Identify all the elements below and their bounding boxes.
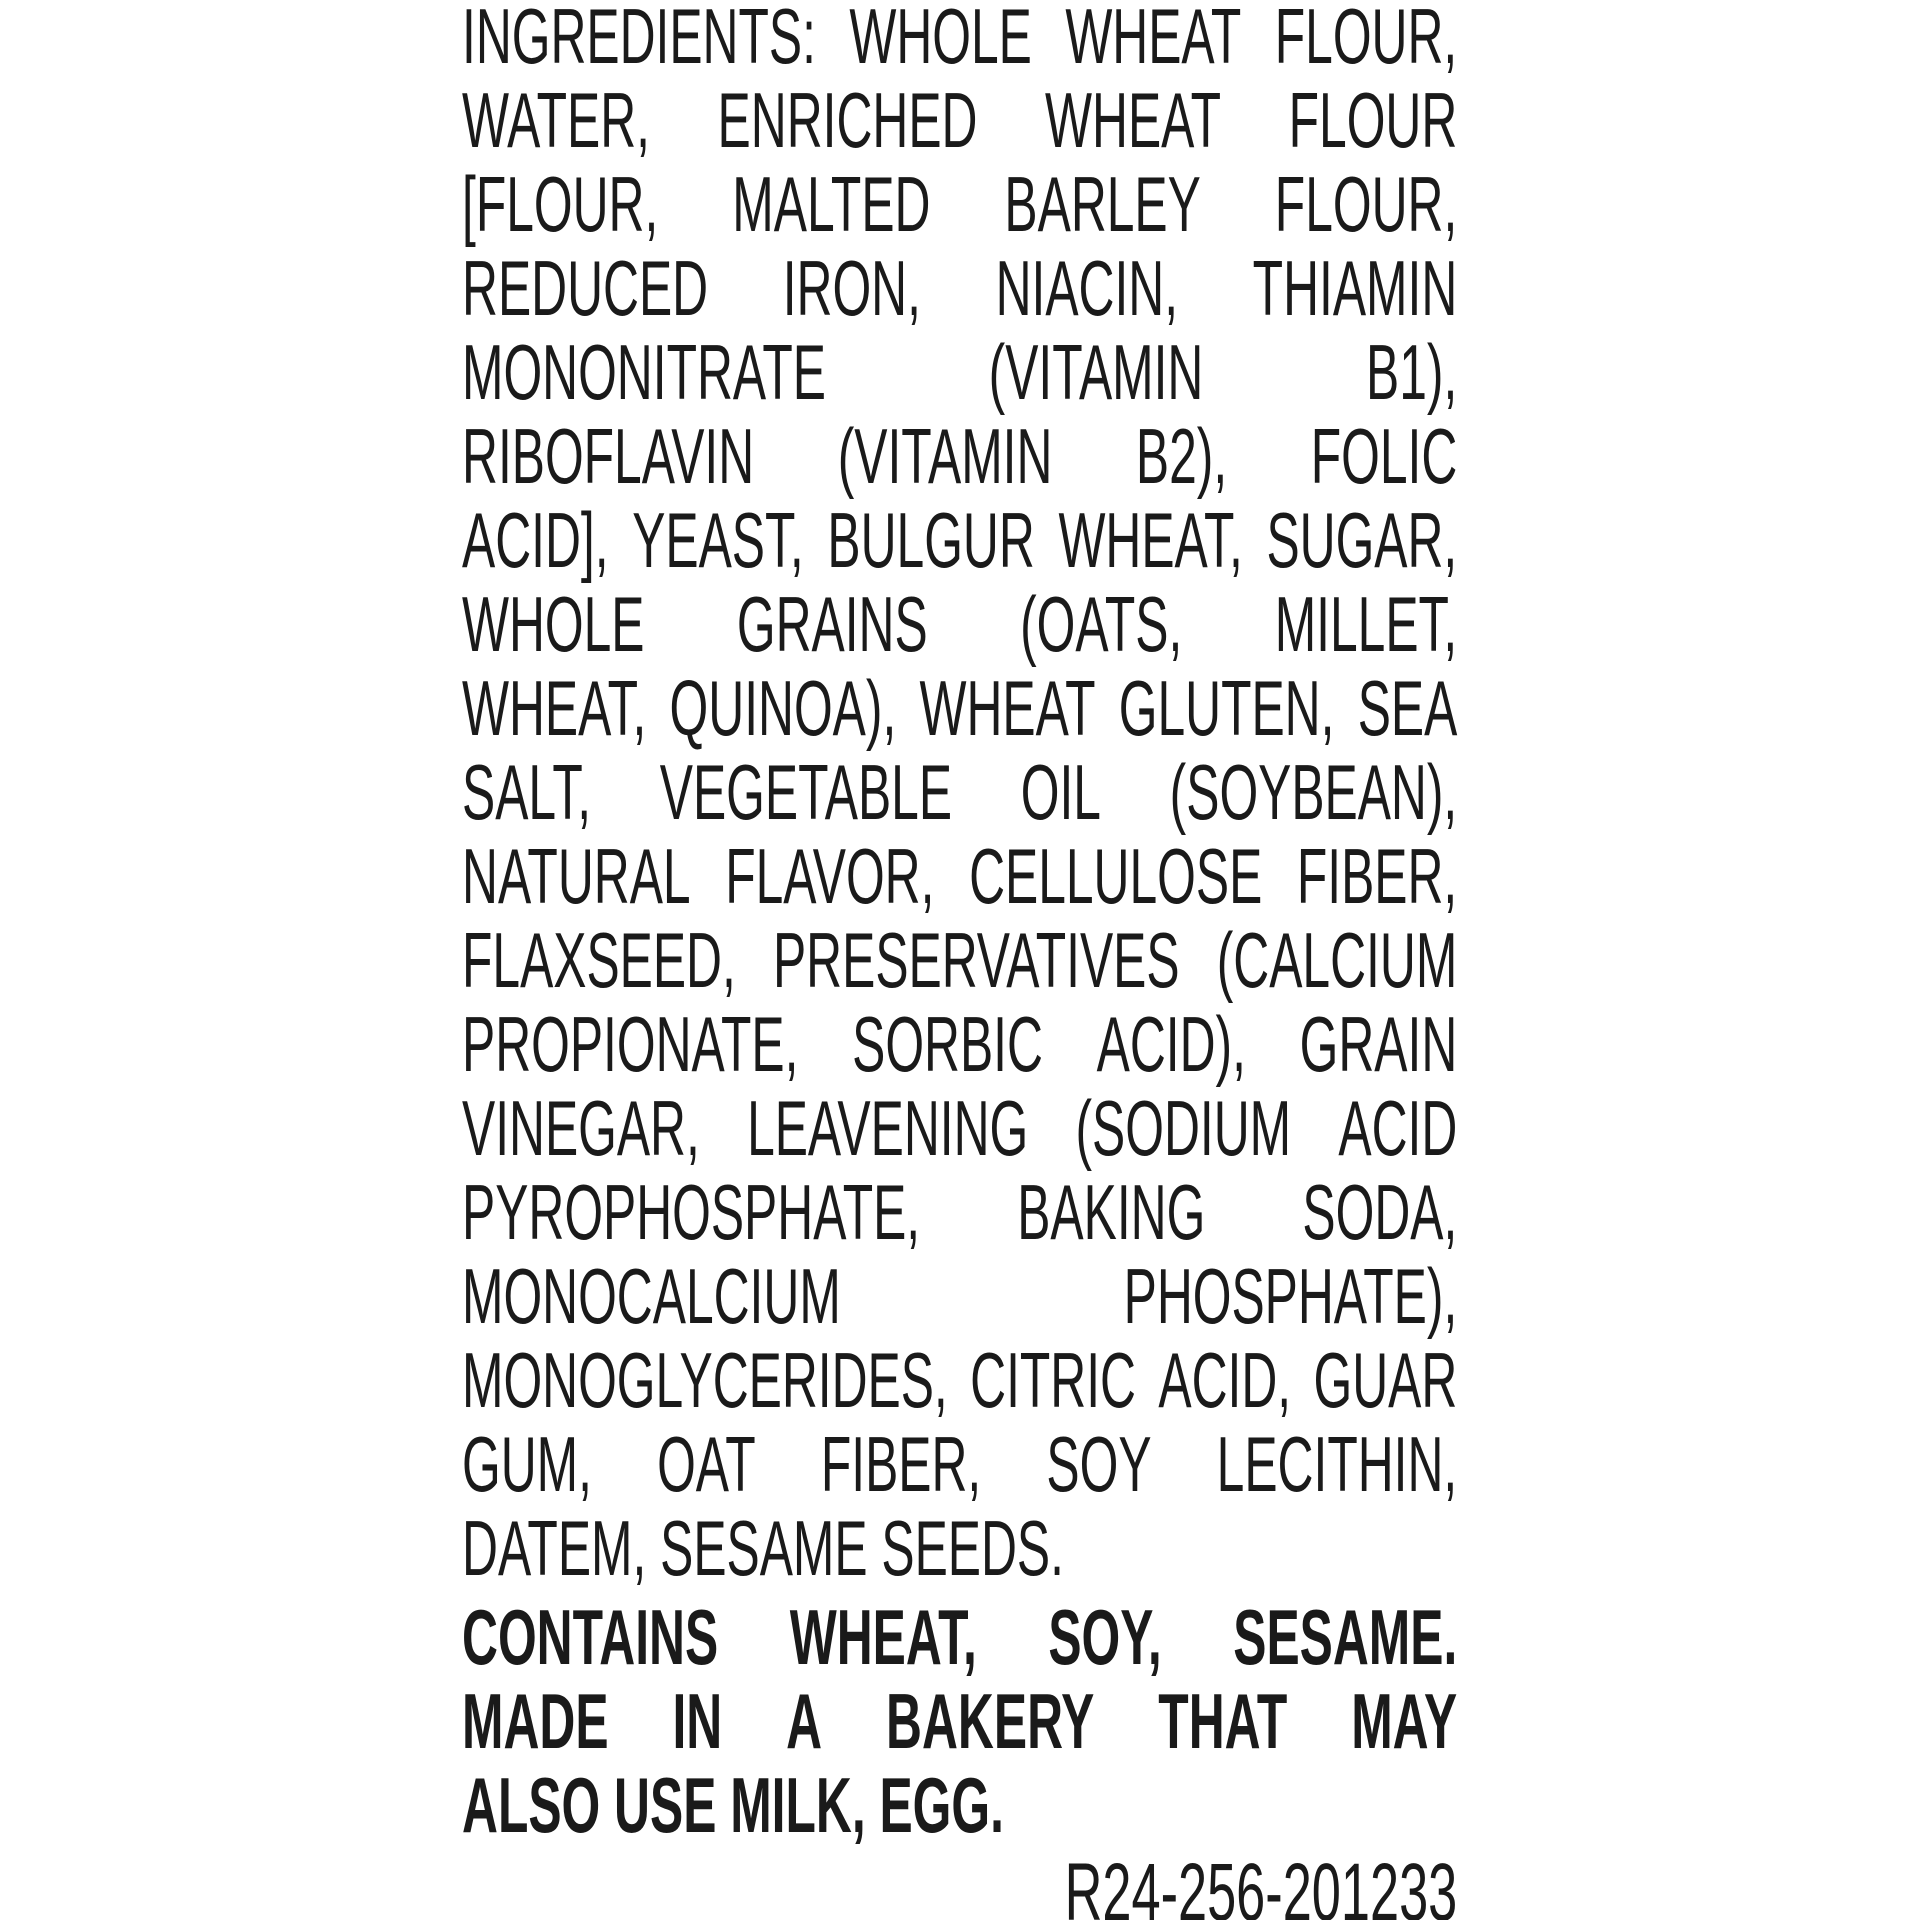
label-word: PHOSPHATE), bbox=[1123, 1252, 1458, 1340]
label-word: PROPIONATE, bbox=[462, 1000, 799, 1088]
label-word: WHOLE bbox=[462, 580, 645, 668]
label-word: FLOUR bbox=[1288, 76, 1458, 164]
label-word: SESAME. bbox=[1233, 1593, 1458, 1681]
label-line bbox=[462, 834, 1457, 918]
label-word: OAT bbox=[657, 1420, 756, 1508]
label-word: LECITHIN, bbox=[1216, 1420, 1458, 1508]
label-word: FIBER, bbox=[1296, 832, 1458, 920]
label-word: BULGUR bbox=[827, 496, 1035, 584]
label-word: CITRIC bbox=[970, 1336, 1136, 1424]
label-line bbox=[462, 750, 1457, 834]
label-word: BAKING bbox=[1017, 1168, 1206, 1256]
label-word: (SOYBEAN), bbox=[1169, 748, 1458, 836]
label-word: (VITAMIN bbox=[988, 328, 1204, 416]
label-word: FLAVOR, bbox=[725, 832, 935, 920]
label-word: GRAINS bbox=[736, 580, 928, 668]
label-line bbox=[462, 330, 1457, 414]
label-word: SALT, bbox=[462, 748, 592, 836]
label-word: NIACIN, bbox=[995, 244, 1179, 332]
label-word: WHEAT bbox=[919, 664, 1096, 752]
label-word: LEAVENING bbox=[747, 1084, 1029, 1172]
label-word: GUM, bbox=[462, 1420, 592, 1508]
label-word: MONOCALCIUM bbox=[462, 1252, 841, 1340]
label-line bbox=[462, 1086, 1457, 1170]
label-word: MADE bbox=[462, 1677, 609, 1765]
label-word: NATURAL bbox=[462, 832, 691, 920]
label-word: ACID, bbox=[1158, 1336, 1292, 1424]
label-word: IRON, bbox=[782, 244, 921, 332]
label-word: BAKERY bbox=[886, 1677, 1095, 1765]
label-word: CELLULOSE bbox=[969, 832, 1263, 920]
label-word: SUGAR, bbox=[1266, 496, 1458, 584]
label-word: IN bbox=[672, 1677, 723, 1765]
label-word: (SODIUM bbox=[1075, 1084, 1292, 1172]
label-word: GLUTEN, bbox=[1118, 664, 1335, 752]
label-word: [FLOUR, bbox=[462, 160, 659, 248]
label-word: CONTAINS bbox=[462, 1593, 719, 1681]
label-line bbox=[462, 1170, 1457, 1254]
label-line bbox=[462, 1254, 1457, 1338]
production-code: R24-256-201233 bbox=[1064, 1847, 1458, 1920]
label-word: MILLET, bbox=[1274, 580, 1458, 668]
label-word: ACID], bbox=[462, 496, 609, 584]
label-line: ALSO USE MILK, EGG. bbox=[462, 1761, 1004, 1849]
label-word: (OATS, bbox=[1020, 580, 1183, 668]
label-line bbox=[462, 1002, 1457, 1086]
label-word: WHEAT, bbox=[789, 1593, 977, 1681]
label-word: SOY, bbox=[1048, 1593, 1162, 1681]
label-line bbox=[462, 414, 1457, 498]
label-word: PRESERVATIVES bbox=[772, 916, 1180, 1004]
label-line bbox=[462, 78, 1457, 162]
label-word: MALTED bbox=[732, 160, 931, 248]
label-word: FOLIC bbox=[1310, 412, 1458, 500]
label-word: GUAR bbox=[1313, 1336, 1458, 1424]
label-word: SEA bbox=[1357, 664, 1458, 752]
label-word: QUINOA), bbox=[669, 664, 897, 752]
label-word: SORBIC bbox=[852, 1000, 1043, 1088]
label-line bbox=[462, 918, 1457, 1002]
label-line bbox=[462, 1679, 1457, 1763]
label-word: MONOGLYCERIDES, bbox=[462, 1336, 948, 1424]
label-word: ACID), bbox=[1096, 1000, 1246, 1088]
allergen-statement bbox=[462, 1595, 1457, 1847]
label-word: OIL bbox=[1020, 748, 1101, 836]
label-word: INGREDIENTS: bbox=[462, 0, 816, 80]
label-word: FIBER, bbox=[820, 1420, 982, 1508]
label-line bbox=[462, 1595, 1457, 1679]
label-line bbox=[462, 162, 1457, 246]
label-word: A bbox=[786, 1677, 823, 1765]
label-line bbox=[462, 246, 1457, 330]
label-line bbox=[462, 1338, 1457, 1422]
label-word: FLOUR, bbox=[1274, 0, 1458, 80]
label-word: RIBOFLAVIN bbox=[462, 412, 755, 500]
label-word: SODA, bbox=[1302, 1168, 1458, 1256]
label-word: WHEAT bbox=[1045, 76, 1222, 164]
label-word: WHEAT, bbox=[462, 664, 647, 752]
label-word: PYROPHOSPHATE, bbox=[462, 1168, 921, 1256]
label-word: B1), bbox=[1366, 328, 1458, 416]
label-word: SOY bbox=[1046, 1420, 1152, 1508]
label-line bbox=[462, 666, 1457, 750]
label-word: GRAIN bbox=[1299, 1000, 1458, 1088]
label-word: BARLEY bbox=[1004, 160, 1201, 248]
label-word: WHOLE bbox=[849, 0, 1032, 80]
ingredients-list bbox=[462, 0, 1457, 1590]
label-word: THIAMIN bbox=[1252, 244, 1458, 332]
label-word: WHEAT, bbox=[1058, 496, 1243, 584]
label-word: ENRICHED bbox=[717, 76, 978, 164]
label-line bbox=[462, 582, 1457, 666]
label-word: FLOUR, bbox=[1274, 160, 1458, 248]
label-line bbox=[462, 498, 1457, 582]
label-word: ACID bbox=[1338, 1084, 1458, 1172]
label-text-column bbox=[462, 0, 1457, 1920]
label-word: MONONITRATE bbox=[462, 328, 826, 416]
label-word: VEGETABLE bbox=[659, 748, 953, 836]
label-word: (CALCIUM bbox=[1216, 916, 1458, 1004]
label-line bbox=[462, 1422, 1457, 1506]
label-word: YEAST, bbox=[632, 496, 804, 584]
label-line bbox=[462, 0, 1457, 78]
label-word: FLAXSEED, bbox=[462, 916, 736, 1004]
label-word: (VITAMIN bbox=[837, 412, 1053, 500]
label-word: MAY bbox=[1351, 1677, 1458, 1765]
label-line: DATEM, SESAME SEEDS. bbox=[462, 1504, 1064, 1592]
label-word: WATER, bbox=[462, 76, 650, 164]
label-word: REDUCED bbox=[462, 244, 709, 332]
label-word: THAT bbox=[1158, 1677, 1288, 1765]
label-word: VINEGAR, bbox=[462, 1084, 700, 1172]
label-word: WHEAT bbox=[1065, 0, 1242, 80]
label-word: B2), bbox=[1135, 412, 1228, 500]
